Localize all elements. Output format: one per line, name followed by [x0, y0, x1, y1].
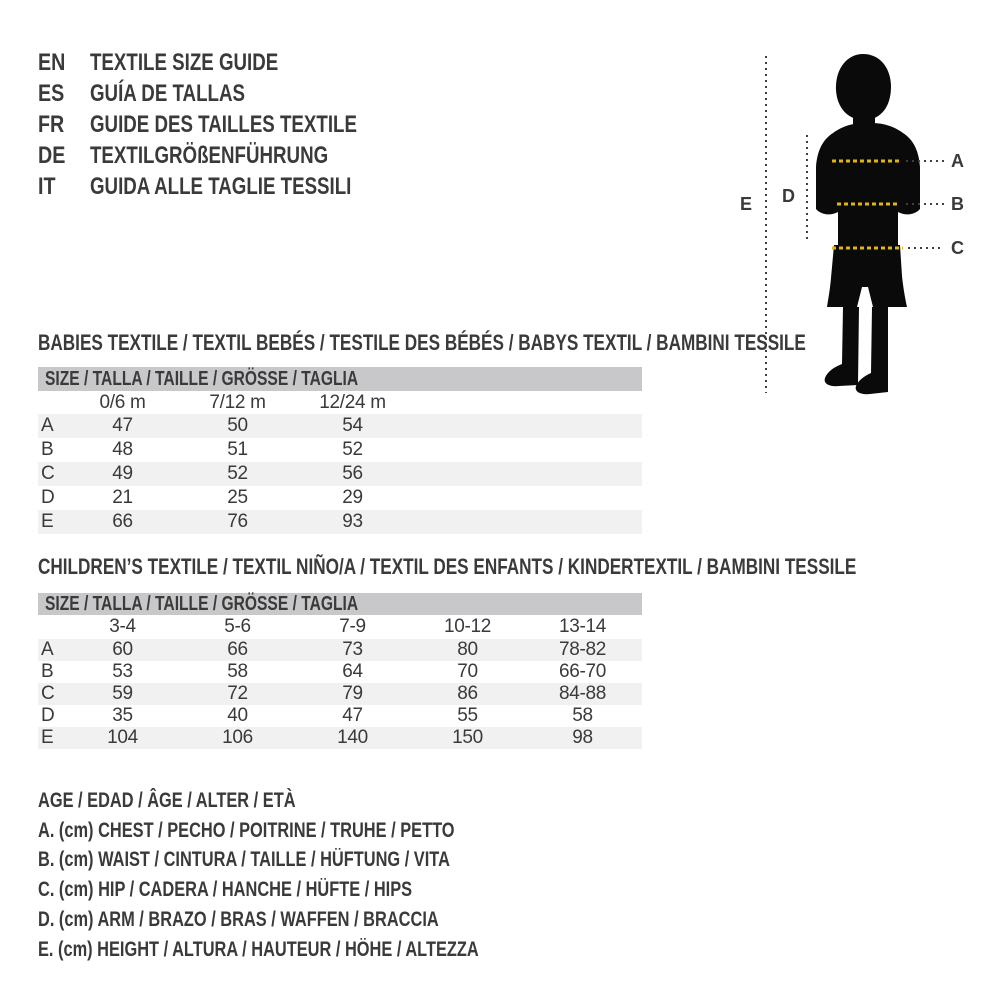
cell-value: 52 — [227, 463, 248, 484]
language-title-block — [38, 47, 432, 203]
column-header: 13-14 — [558, 616, 607, 637]
cell-value: 48 — [112, 439, 133, 460]
table-row — [38, 414, 642, 438]
row-label: B — [41, 661, 54, 682]
silhouette-head — [836, 54, 891, 120]
legend-age-line — [38, 786, 603, 816]
legend-waist-line — [38, 846, 603, 876]
legend-arm-line — [38, 905, 603, 935]
legend-text: C. (cm) HIP / CADERA / HANCHE / HÜFTE / HIPS — [38, 878, 413, 902]
guide-title: TEXTILGRÖßENFÜHRUNG — [90, 142, 329, 170]
babies-section-heading — [38, 332, 1000, 354]
children-section-heading — [38, 556, 1000, 578]
lang-code: EN — [38, 48, 66, 76]
cell-value: 64 — [342, 661, 363, 682]
row-label: E — [41, 511, 54, 532]
table-row — [38, 727, 642, 749]
cell-value: 86 — [457, 683, 478, 704]
cell-value: 140 — [337, 727, 368, 748]
table-row — [38, 661, 642, 683]
height-label: E — [740, 194, 753, 214]
children-heading-text: CHILDREN’S TEXTILE / TEXTIL NIÑO/A / TEXTIL DES ENFANTS / KINDERTEXTIL / BAMBINI TESSILE — [38, 554, 857, 579]
column-header: 7-9 — [339, 616, 366, 637]
table-row — [38, 510, 642, 534]
lang-code: IT — [38, 173, 56, 201]
cell-value: 47 — [112, 415, 133, 436]
cell-value: 51 — [227, 439, 248, 460]
cell-value: 76 — [227, 511, 248, 532]
cell-value: 59 — [112, 683, 133, 704]
lang-row-de — [38, 141, 432, 172]
legend-chest-line — [38, 816, 603, 846]
babies-size-table — [38, 367, 642, 534]
babies-heading-text: BABIES TEXTILE / TEXTIL BEBÉS / TESTILE DES BÉBÉS / BABYS TEXTIL / BAMBINI TESSILE — [38, 330, 806, 355]
silhouette-shirt — [816, 123, 920, 245]
cell-value: 106 — [222, 727, 253, 748]
cell-value: 73 — [342, 639, 363, 660]
cell-value: 84-88 — [558, 683, 607, 704]
table-row — [38, 683, 642, 705]
waist-label: B — [951, 194, 964, 214]
table-row — [38, 438, 642, 462]
lang-row-fr — [38, 109, 432, 140]
legend-hip-line — [38, 875, 603, 905]
cell-value: 25 — [227, 487, 248, 508]
cell-value: 58 — [227, 661, 248, 682]
cell-value: 72 — [227, 683, 248, 704]
cell-value: 93 — [342, 511, 363, 532]
cell-value: 80 — [457, 639, 478, 660]
table-row — [38, 486, 642, 510]
chest-label: A — [951, 151, 964, 171]
row-label: D — [41, 705, 55, 726]
legend-text: AGE / EDAD / ÂGE / ALTER / ETÀ — [38, 788, 296, 812]
lang-code: ES — [38, 79, 65, 107]
cell-value: 66 — [227, 639, 248, 660]
column-header: 0/6 m — [99, 391, 146, 413]
cell-value: 66 — [112, 511, 133, 532]
column-header: 12/24 m — [319, 391, 386, 413]
lang-code: DE — [38, 142, 66, 170]
cell-value: 52 — [342, 439, 363, 460]
cell-value: 98 — [572, 727, 593, 748]
cell-value: 104 — [107, 727, 138, 748]
legend-text: B. (cm) WAIST / CINTURA / TAILLE / HÜFTUNG / VITA — [38, 848, 450, 872]
cell-value: 35 — [112, 705, 133, 726]
guide-title: GUÍA DE TALLAS — [90, 79, 245, 107]
cell-value: 54 — [342, 415, 363, 436]
hip-label: C — [951, 238, 964, 258]
table-row — [38, 639, 642, 661]
cell-value: 60 — [112, 639, 133, 660]
cell-value: 79 — [342, 683, 363, 704]
cell-value: 70 — [457, 661, 478, 682]
measurement-legend — [38, 786, 603, 965]
row-label: A — [41, 415, 54, 436]
cell-value: 53 — [112, 661, 133, 682]
cell-value: 58 — [572, 705, 593, 726]
cell-value: 66-70 — [558, 661, 607, 682]
lang-row-en — [38, 47, 432, 78]
silhouette-shorts — [827, 245, 907, 307]
cell-value: 29 — [342, 487, 363, 508]
cell-value: 21 — [112, 487, 133, 508]
children-size-table — [38, 593, 642, 749]
guide-title: TEXTILE SIZE GUIDE — [90, 48, 279, 76]
cell-value: 56 — [342, 463, 363, 484]
column-header: 3-4 — [109, 616, 136, 637]
cell-value: 40 — [227, 705, 248, 726]
row-label: C — [41, 683, 55, 704]
table-row — [38, 705, 642, 727]
row-label: B — [41, 439, 54, 460]
column-header: 10-12 — [443, 616, 492, 637]
lang-row-es — [38, 78, 432, 109]
lang-code: FR — [38, 110, 65, 138]
size-header-text: SIZE / TALLA / TAILLE / GRÖSSE / TAGLIA — [45, 592, 359, 615]
cell-value: 78-82 — [558, 639, 607, 660]
row-label: D — [41, 487, 55, 508]
cell-value: 50 — [227, 415, 248, 436]
row-label: C — [41, 463, 55, 484]
cell-value: 49 — [112, 463, 133, 484]
cell-value: 47 — [342, 705, 363, 726]
size-header-text: SIZE / TALLA / TAILLE / GRÖSSE / TAGLIA — [45, 367, 359, 390]
legend-text: A. (cm) CHEST / PECHO / POITRINE / TRUHE / PETTO — [38, 818, 455, 842]
children-table-header-bar — [38, 593, 642, 615]
column-header: 7/12 m — [209, 391, 266, 413]
arm-label: D — [782, 186, 795, 206]
row-label: A — [41, 639, 54, 660]
column-header: 5-6 — [224, 616, 251, 637]
guide-title: GUIDA ALLE TAGLIE TESSILI — [90, 173, 352, 201]
lang-row-it — [38, 172, 432, 203]
babies-column-header-row — [38, 391, 642, 414]
children-column-header-row — [38, 615, 642, 639]
legend-height-line — [38, 935, 603, 965]
legend-text: E. (cm) HEIGHT / ALTURA / HAUTEUR / HÖHE / ALTEZZA — [38, 937, 479, 961]
babies-table-header-bar — [38, 367, 642, 391]
table-row — [38, 462, 642, 486]
cell-value: 55 — [457, 705, 478, 726]
guide-title: GUIDE DES TAILLES TEXTILE — [90, 110, 357, 138]
cell-value: 150 — [452, 727, 483, 748]
legend-text: D. (cm) ARM / BRAZO / BRAS / WAFFEN / BRACCIA — [38, 908, 439, 932]
row-label: E — [41, 727, 54, 748]
